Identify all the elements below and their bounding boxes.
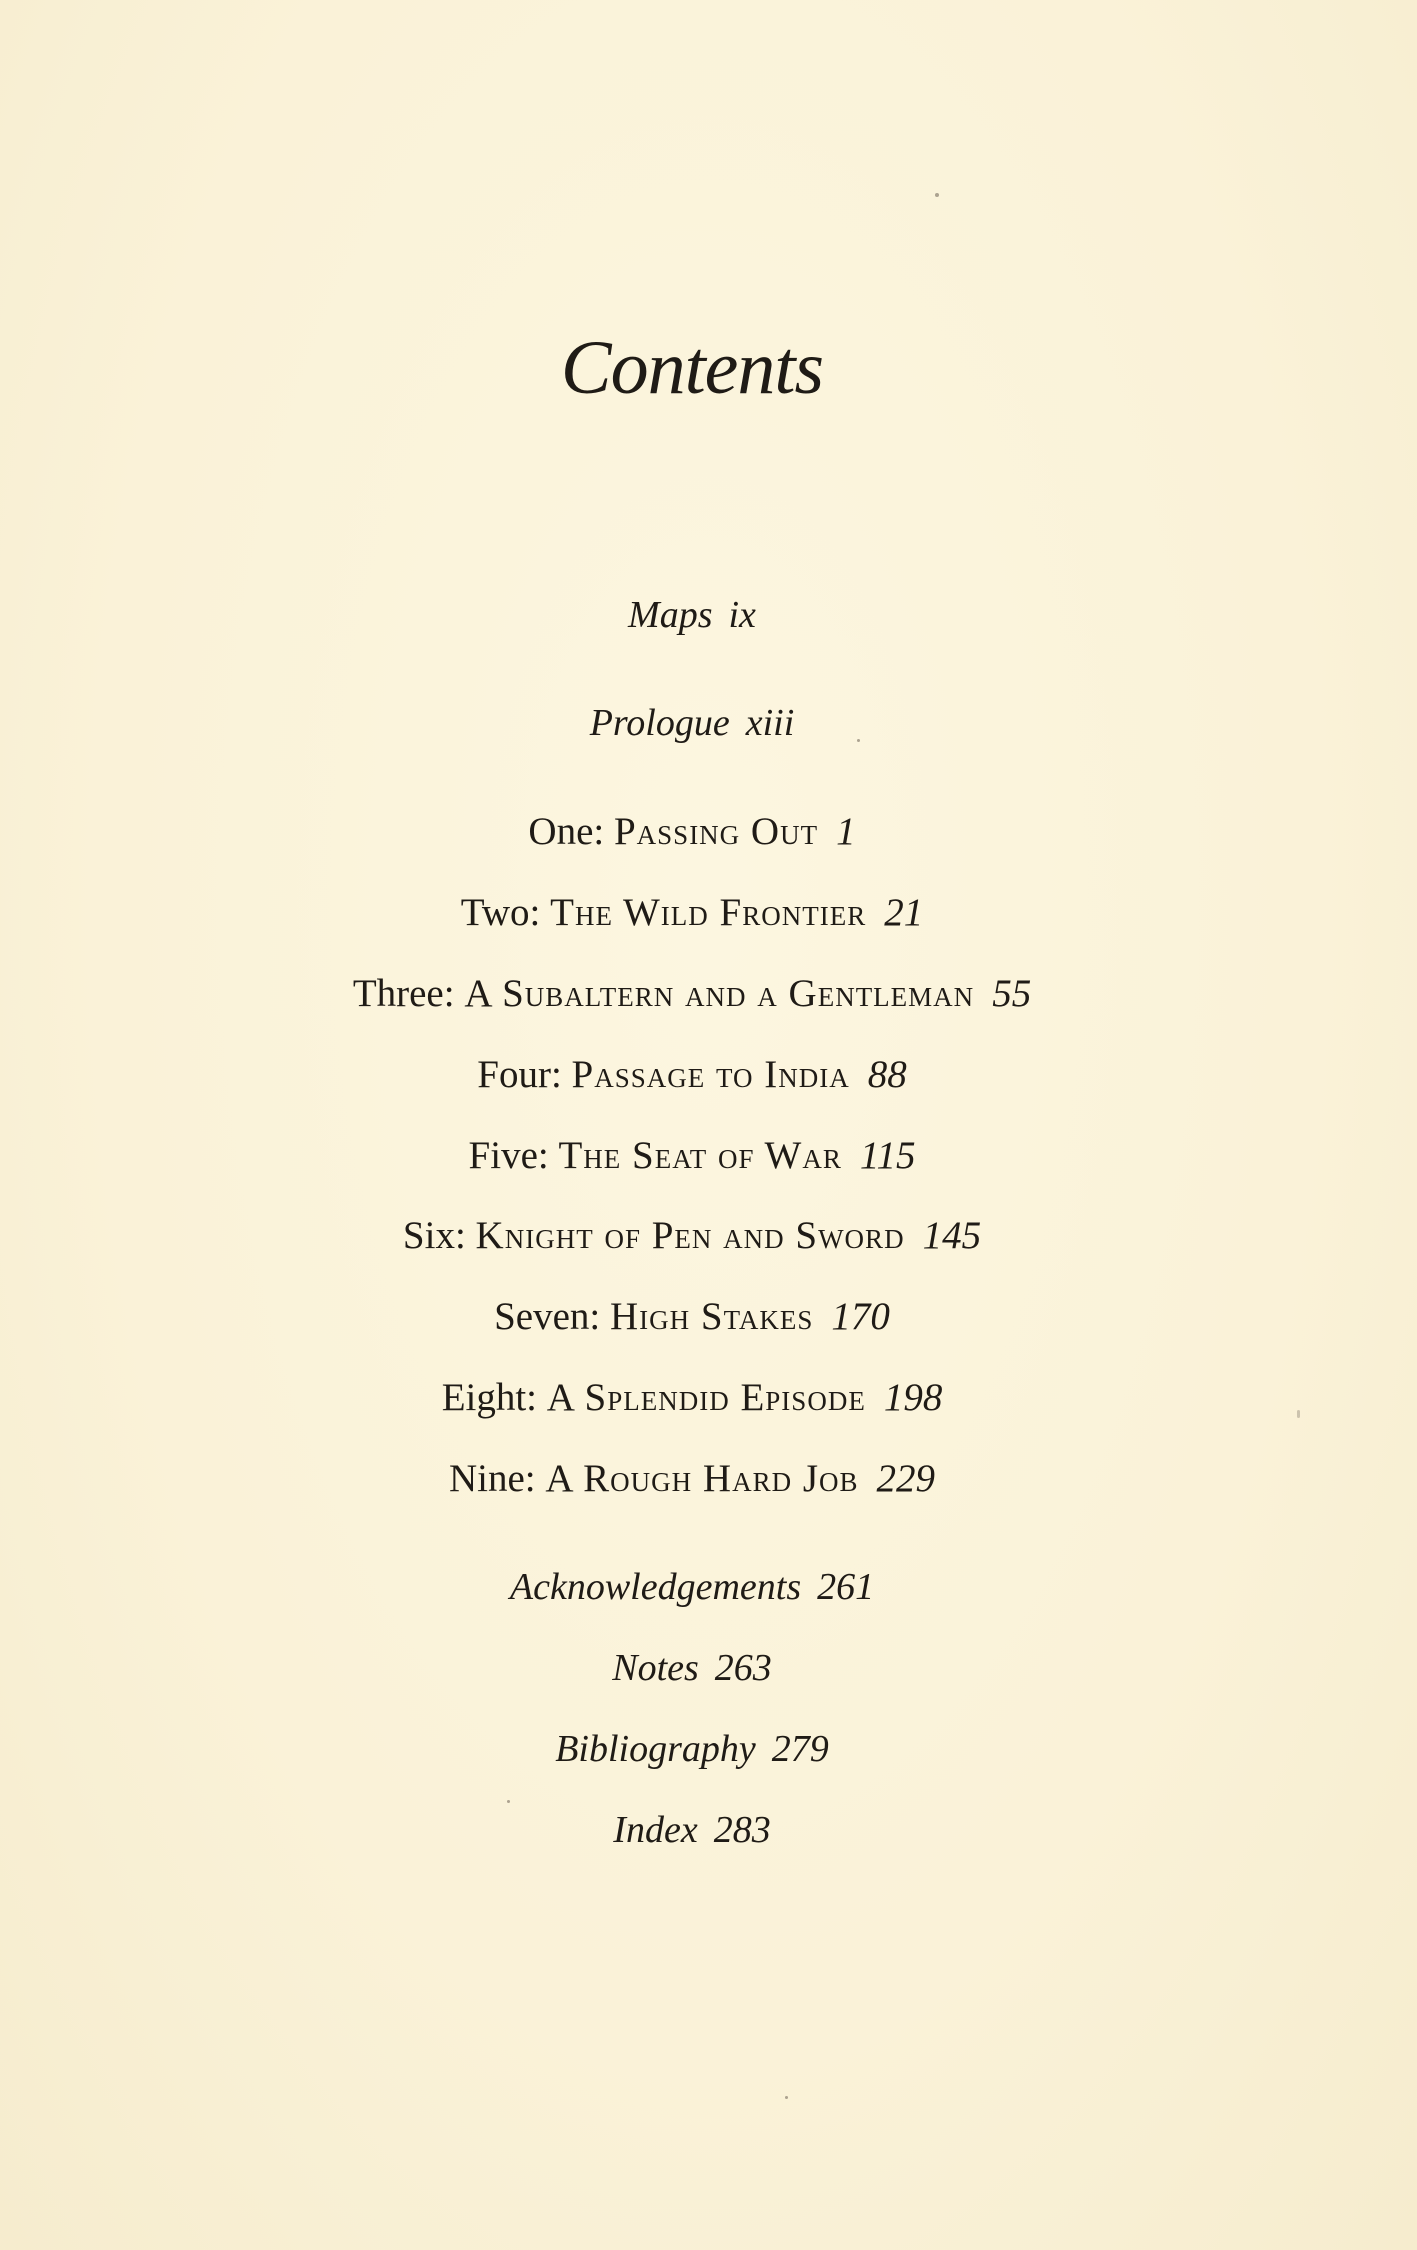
toc-page-number: 198 <box>883 1376 943 1419</box>
toc-label: Notes <box>612 1647 699 1689</box>
chapter-title: Passage to India <box>571 1053 850 1096</box>
toc-entry-chapter-1 <box>0 812 1384 851</box>
toc-label: Bibliography <box>555 1728 756 1770</box>
toc-entry-chapter-7 <box>0 1297 1384 1336</box>
toc-entry-bibliography <box>0 1730 1384 1768</box>
chapter-number: Six: <box>402 1214 466 1257</box>
toc-page-number: 1 <box>836 810 856 853</box>
chapter-title: The Seat of War <box>558 1134 842 1177</box>
chapter-title: High Stakes <box>609 1295 814 1338</box>
page-title: Contents <box>560 326 824 410</box>
toc-page-number: 115 <box>859 1134 916 1177</box>
paper-speck <box>507 1800 510 1803</box>
toc-entry-chapter-5 <box>0 1136 1384 1175</box>
toc-entry-prologue <box>0 704 1384 742</box>
chapter-title: A Subaltern and a Gentleman <box>464 972 975 1015</box>
chapter-title: The Wild Frontier <box>550 891 867 934</box>
chapter-title: Knight of Pen and Sword <box>475 1214 905 1257</box>
paper-speck <box>935 193 939 197</box>
chapter-title: A Splendid Episode <box>546 1376 866 1419</box>
toc-page-number: 55 <box>992 972 1032 1015</box>
chapter-number: Seven: <box>494 1295 601 1338</box>
toc-entry-chapter-9 <box>0 1459 1384 1498</box>
toc-entry-chapter-3 <box>0 974 1384 1013</box>
chapter-title: A Rough Hard Job <box>545 1457 859 1500</box>
chapter-number: Eight: <box>441 1376 538 1419</box>
toc-entry-notes <box>0 1649 1384 1687</box>
toc-entry-maps <box>0 596 1384 634</box>
paper-speck <box>857 739 860 742</box>
paper-speck <box>1297 1410 1300 1418</box>
toc-entry-acknowledgements <box>0 1568 1384 1606</box>
chapter-number: One: <box>528 810 605 853</box>
toc-label: Index <box>613 1809 698 1851</box>
toc-entry-chapter-6 <box>0 1216 1384 1255</box>
paper-speck <box>785 2096 788 2099</box>
chapter-title: Passing Out <box>613 810 819 853</box>
chapter-number: Three: <box>352 972 455 1015</box>
chapter-number: Nine: <box>448 1457 536 1500</box>
toc-page-number: 263 <box>714 1647 772 1689</box>
toc-page-number: 261 <box>817 1566 875 1608</box>
toc-label: Prologue <box>589 702 730 744</box>
toc-page-number: 21 <box>884 891 924 934</box>
chapter-number: Four: <box>477 1053 562 1096</box>
chapter-number: Five: <box>468 1134 549 1177</box>
toc-page-number: 88 <box>867 1053 907 1096</box>
toc-page-number: 170 <box>831 1295 890 1338</box>
toc-label: Acknowledgements <box>509 1566 802 1608</box>
toc-entry-chapter-4 <box>0 1055 1384 1094</box>
toc-page-number: ix <box>728 594 756 636</box>
toc-page-number: xiii <box>745 702 795 744</box>
chapter-number: Two: <box>460 891 541 934</box>
toc-entry-chapter-2 <box>0 893 1384 932</box>
toc-entry-chapter-8 <box>0 1378 1384 1417</box>
toc-page-number: 229 <box>876 1457 936 1500</box>
toc-label: Maps <box>628 594 713 636</box>
toc-page-number: 279 <box>771 1728 829 1770</box>
toc-page-number: 283 <box>713 1809 771 1851</box>
toc-entry-index <box>0 1811 1384 1849</box>
toc-page-number: 145 <box>922 1214 982 1257</box>
